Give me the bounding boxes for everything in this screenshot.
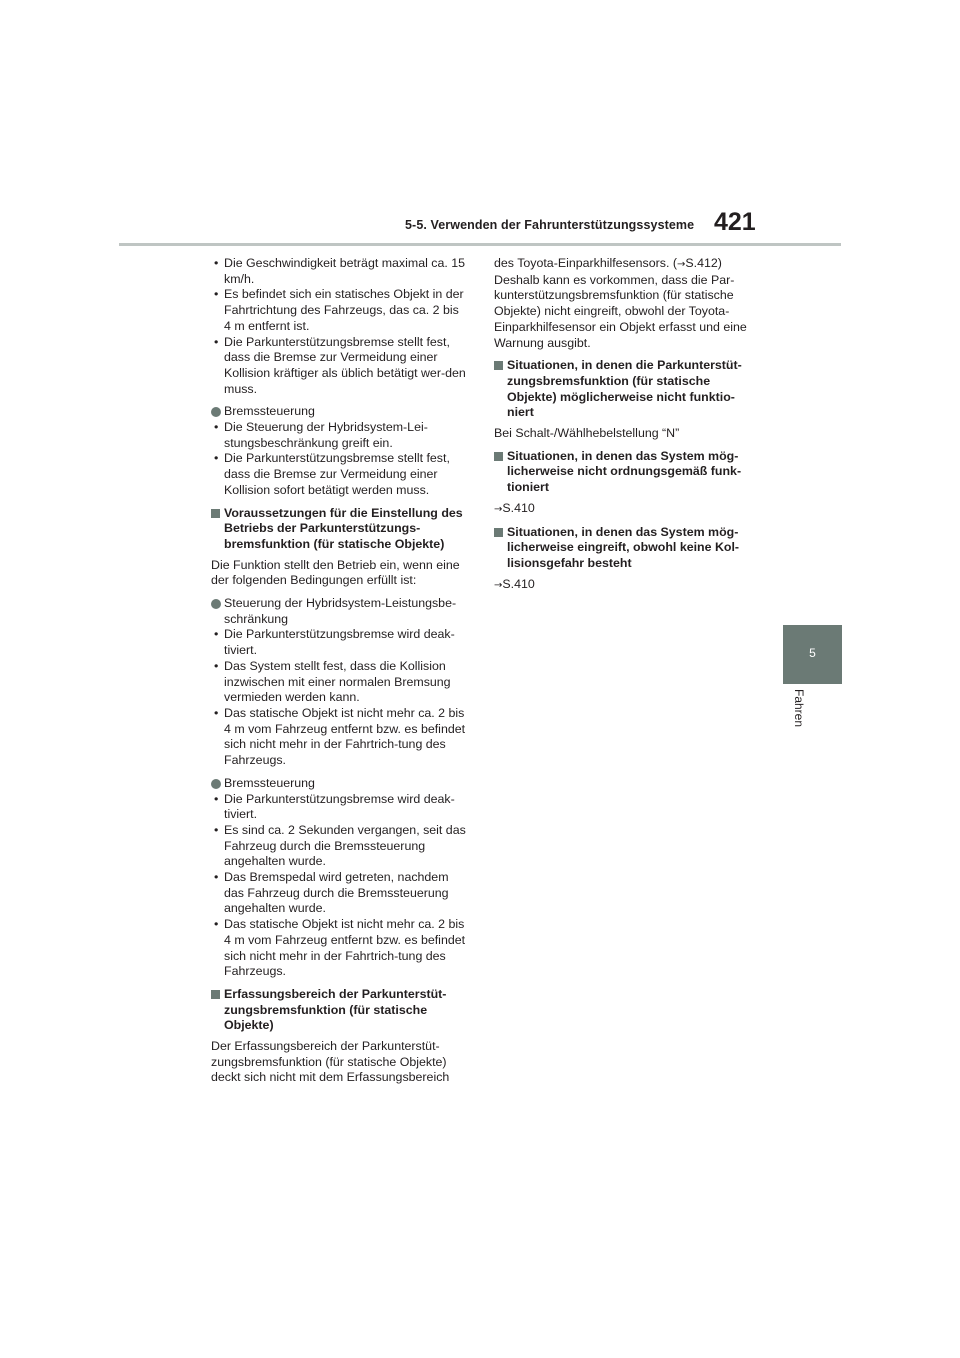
paragraph: Bei Schalt-/Wählhebelstellung “N” [494, 426, 680, 441]
list-item: • Das statische Objekt ist nicht mehr ca. 2 bis 4 m vom Fahrzeug entfernt bzw. es befindet sich nicht mehr in der Fahrtrich-tung des Fahrzeugs. [214, 705, 466, 768]
list-item: • Das System stellt fest, dass die Kollision inzwischen mit einer normalen Bremsung vermieden werden kann. [214, 658, 451, 705]
circle-bullet-icon [211, 599, 221, 609]
list-item: • Das Bremspedal wird getreten, nachdem das Fahrzeug durch die Bremssteuerung angehalten wurde. [214, 870, 449, 916]
paragraph: Die Funktion stellt den Betrieb ein, wenn eine der folgenden Bedingungen erfüllt ist: [211, 557, 460, 588]
list-item: • Die Parkunterstützungsbremse stellt fest, dass die Bremse zur Vermeidung einer Kollision sofort betätigt werden muss. [214, 451, 450, 497]
list-item: • Es befindet sich ein statisches Objekt in der Fahrtrichtung des Fahrzeugs, das ca. 2 bis 4 m entfernt ist. [214, 287, 464, 333]
square-bullet-icon [211, 509, 220, 518]
right-column [494, 256, 752, 600]
paragraph [494, 501, 752, 518]
arrow-right-icon: → [494, 579, 503, 591]
section-heading: Situationen, in denen das System mög-licherweise nicht ordnungsgemäß funk-tioniert [494, 449, 752, 496]
page-reference-link[interactable]: S.410 [502, 576, 535, 591]
paragraph [494, 577, 752, 594]
list-item: • Das statische Objekt ist nicht mehr ca. 2 bis 4 m vom Fahrzeug entfernt bzw. es befindet sich nicht mehr in der Fahrtrich-tung des Fahrzeugs. [214, 917, 466, 979]
list-item: • Die Parkunterstützungsbremse wird deak-tiviert. [214, 791, 455, 822]
left-column [211, 256, 469, 1093]
circle-bullet-icon [211, 779, 221, 789]
section-heading: Situationen, in denen die Parkunterstüt-zungsbremsfunktion (für statische Objekte) möglicherweise nicht funktio-niert [494, 358, 752, 421]
section-heading: Voraussetzungen für die Einstellung des Betriebs der Parkunterstützungs-bremsfunktion (für statische Objekte) [211, 506, 469, 553]
section-heading: Erfassungsbereich der Parkunterstüt-zungsbremsfunktion (für statische Objekte) [211, 987, 469, 1034]
subheading: Bremssteuerung [211, 776, 469, 792]
arrow-right-icon: → [494, 503, 503, 515]
page-reference-link[interactable]: S.410 [502, 500, 535, 515]
list-item: • Es sind ca. 2 Sekunden vergangen, seit das Fahrzeug durch die Bremssteuerung angehalten wurde. [214, 822, 466, 869]
circle-bullet-icon [211, 407, 221, 417]
square-bullet-icon [494, 528, 503, 537]
brake-control-block [211, 404, 469, 498]
section-header: 5-5. Verwenden der Fahrunterstützungssysteme [405, 218, 695, 232]
chapter-tab-number: 5 [809, 646, 816, 660]
list-item: • Die Parkunterstützungsbremse stellt fest, dass die Bremse zur Vermeidung einer Kollision kräftiger als üblich betätigt wer-den muss. [214, 334, 466, 396]
list-item: • Die Geschwindigkeit beträgt maximal ca. 15 km/h. [214, 256, 466, 286]
arrow-right-icon: → [676, 259, 686, 270]
list-item: • Die Steuerung der Hybridsystem-Lei-stungsbeschränkung greift ein. [214, 420, 428, 450]
header-rule [119, 243, 841, 246]
square-bullet-icon [494, 361, 503, 370]
page-reference-link[interactable]: S.412 [685, 256, 718, 270]
brake-control-block-2 [211, 776, 469, 980]
chapter-tab-label [788, 689, 812, 749]
section-heading: Situationen, in denen das System mög-licherweise eingreift, obwohl keine Kol-lisionsgefahr besteht [494, 525, 752, 572]
list-item: • Die Parkunterstützungsbremse wird deak-tiviert. [214, 627, 455, 658]
condition-list [211, 256, 469, 397]
subheading: Bremssteuerung [211, 404, 469, 420]
page-number: 421 [714, 208, 756, 236]
chapter-tab-label-text: Fahren [792, 689, 806, 728]
square-bullet-icon [494, 452, 503, 461]
paragraph: des Toyota-Einparkhilfesensors. (→S.412) Deshalb kann es vorkommen, dass die Par-kunterstützungsbremsfunktion (für statische Objekte) nicht eingreift, obwohl der Toyota-Einparkhilfesensor ein Objekt erfasst und eine Warnung ausgibt. [494, 256, 747, 350]
square-bullet-icon [211, 990, 220, 999]
subheading: Steuerung der Hybridsystem-Leistungsbe-schränkung [211, 596, 469, 627]
paragraph: Der Erfassungsbereich der Parkunterstüt-zungsbremsfunktion (für statische Objekte) deckt sich nicht mit dem Erfassungsbereich [211, 1039, 450, 1085]
control-block [211, 596, 469, 769]
